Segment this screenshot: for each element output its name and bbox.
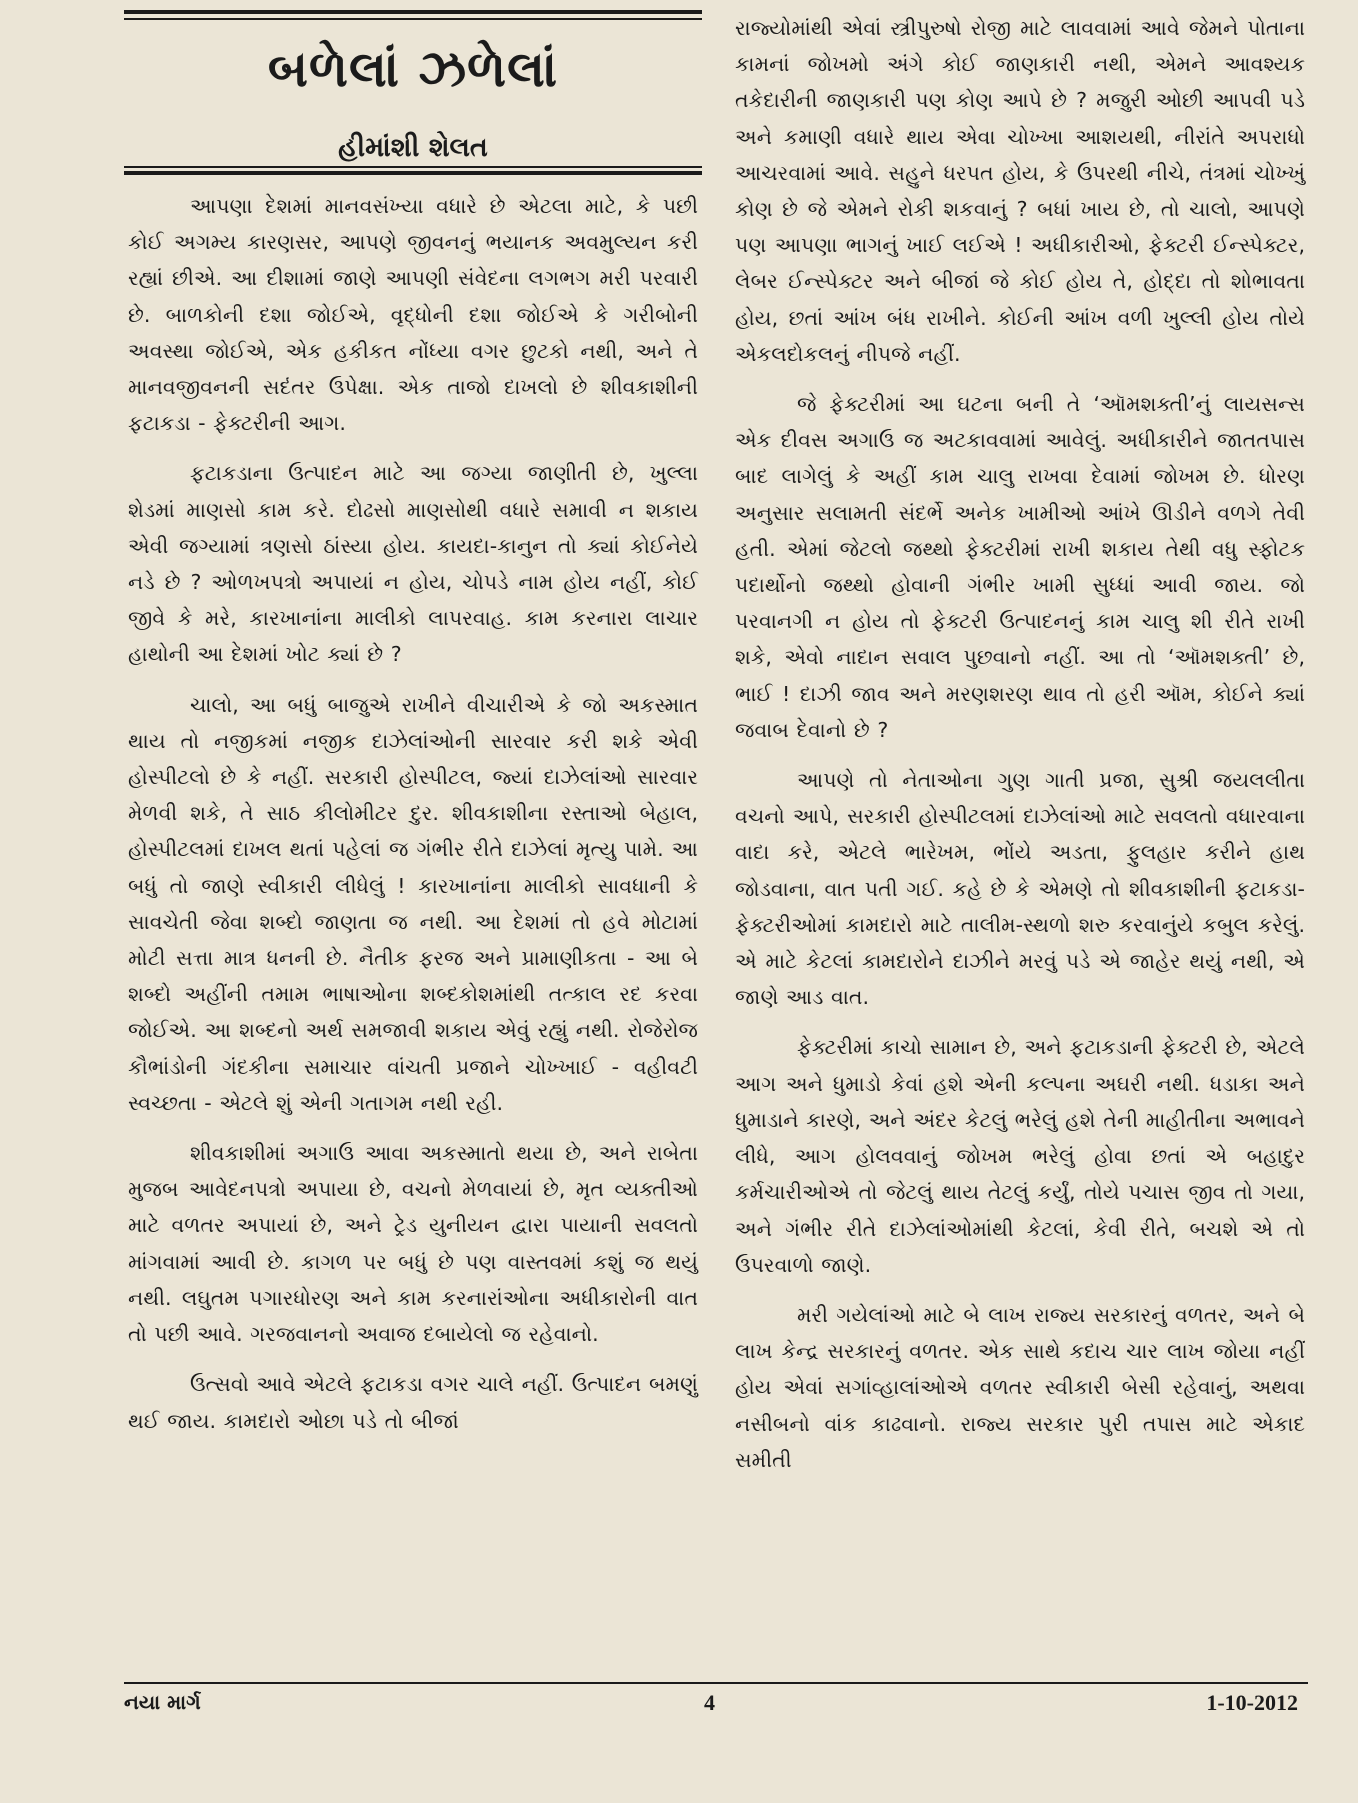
publication-name: નયા માર્ગ [124, 1690, 201, 1714]
header-bottom-rule-thin [124, 166, 702, 168]
paragraph: જે ફેક્ટરીમાં આ ઘટના બની તે ‘ઑમશક્તી’નું લાયસન્સ એક દીવસ અગાઉ જ અટકાવવામાં આવેલું. અધીકારીને જાતતપાસ બાદ લાગેલું કે અહીં કામ ચાલુ રાખવા દેવામાં જોખમ છે. ધોરણ અનુસાર સલામતી સંદર્ભે અનેક ખામીઓ આંખે ઊડીને વળગે તેવી હતી. એમાં જેટલો જથ્થો ફેક્ટરીમાં રાખી શકાય તેથી વધુ સ્ફોટક પદાર્થોનો જથ્થો હોવાની ગંભીર ખામી સુધ્ધાં આવી જાય. જો પરવાનગી ન હોય તો ફેક્ટરી ઉત્પાદનનું કામ ચાલુ શી રીતે રાખી શકે, એવો નાદાન સવાલ પુછવાનો નહીં. આ તો ‘ઑમશક્તી’ છે, ભાઈ ! દાઝી જાવ અને મરણશરણ થાવ તો હરી ઑમ, કોઈને ક્યાં જવાબ દેવાનો છે ? [735, 392, 1305, 742]
paragraph: ચાલો, આ બધું બાજુએ રાખીને વીચારીએ કે જો અકસ્માત થાય તો નજીકમાં નજીક દાઝેલાંઓની સારવાર કરી શકે એવી હોસ્પીટલો છે કે નહીં. સરકારી હોસ્પીટલ, જ્યાં દાઝેલાંઓ સારવાર મેળવી શકે, તે સાઠ કીલોમીટર દુર. શીવકાશીના રસ્તાઓ બેહાલ, હોસ્પીટલમાં દાખલ થતાં પહેલાં જ ગંભીર રીતે દાઝેલાં મૃત્યુ પામે. આ બધું તો જાણે સ્વીકારી લીધેલું ! કારખાનાંના માલીકો સાવધાની કે સાવચેતી જેવા શબ્દો જાણતા જ નથી. આ દેશમાં તો હવે મોટામાં મોટી સત્તા માત્ર ધનની છે. નૈતીક ફરજ અને પ્રામાણીકતા - આ બે શબ્દો અહીંની તમામ ભાષાઓના શબ્દકોશમાંથી તત્કાલ રદ કરવા જોઈએ. આ શબ્દનો અર્થ સમજાવી શકાય એવું રહ્યું નથી. રોજેરોજ કૌભાંડોની ગંદકીના સમાચાર વાંચતી પ્રજાને ચોખ્ખાઈ - વહીવટી સ્વચ્છતા - એટલે શું એની ગતાગમ નથી રહી. [128, 692, 698, 1115]
issue-date: 1-10-2012 [1206, 1690, 1298, 1715]
paragraph: ફેક્ટરીમાં કાચો સામાન છે, અને ફટાકડાની ફેક્ટરી છે, એટલે આગ અને ધુમાડો કેવાં હશે એની કલ્પના અઘરી નથી. ધડાકા અને ધુમાડાને કારણે, અને અંદર કેટલું ભરેલું હશે તેની માહીતીના અભાવને લીધે, આગ હોલવવાનું જોખમ ભરેલું હોવા છતાં એ બહાદુર કર્મચારીઓએ તો જેટલું થાય તેટલું કર્યું, તોયે પચાસ જીવ તો ગયા, અને ગંભીર રીતે દાઝેલાંઓમાંથી કેટલાં, કેવી રીતે, બચશે એ તો ઉપરવાળો જાણે. [735, 1035, 1305, 1277]
top-rule [124, 10, 702, 14]
article-header [126, 38, 700, 168]
article-author: હીમાંશી શેલત [338, 132, 488, 163]
header-bottom-rule [124, 171, 702, 175]
paragraph: ઉત્સવો આવે એટલે ફટાકડા વગર ચાલે નહીં. ઉત્પાદન બમણું થઈ જાય. કામદારો ઓછા પડે તો બીજાં [128, 1372, 698, 1433]
footer-rule [124, 1682, 1308, 1684]
paragraph: શીવકાશીમાં અગાઉ આવા અકસ્માતો થયા છે, અને રાબેતા મુજબ આવેદનપત્રો અપાયા છે, વચનો મેળવાયાં છે, મૃત વ્યક્તીઓ માટે વળતર અપાયાં છે, અને ટ્રેડ યુનીયન દ્વારા પાયાની સવલતો માંગવામાં આવી છે. કાગળ પર બધું છે પણ વાસ્તવમાં કશું જ થયું નથી. લઘુતમ પગારધોરણ અને કામ કરનારાંઓના અધીકારોની વાત તો પછી આવે. ગરજવાનનો અવાજ દબાયેલો જ રહેવાનો. [128, 1141, 698, 1347]
paragraph: આપણા દેશમાં માનવસંખ્યા વધારે છે એટલા માટે, કે પછી કોઈ અગમ્ય કારણસર, આપણે જીવનનું ભયાનક અવમુલ્યન કરી રહ્યાં છીએ. આ દીશામાં જાણે આપણી સંવેદના લગભગ મરી પરવારી છે. બાળકોની દશા જોઈએ, વૃદ્ધોની દશા જોઈએ કે ગરીબોની અવસ્થા જોઈએ, એક હકીકત નોંધ્યા વગર છુટકો નથી, અને તે માનવજીવનની સદંતર ઉપેક્ષા. એક તાજો દાખલો છે શીવકાશીની ફટાકડા - ફેક્ટરીની આગ. [128, 194, 698, 436]
paragraph: મરી ગયેલાંઓ માટે બે લાખ રાજ્ય સરકારનું વળતર, અને બે લાખ કેન્દ્ર સરકારનું વળતર. એક સાથે કદાચ ચાર લાખ જોયા નહીં હોય એવાં સગાંવ્હાલાંઓએ વળતર સ્વીકારી બેસી રહેવાનું, અથવા નસીબનો વાંક કાઢવાનો. રાજ્ય સરકાર પુરી તપાસ માટે એકાદ સમીતી [735, 1302, 1305, 1472]
left-column [128, 188, 698, 1453]
page-number: 4 [704, 1690, 715, 1715]
paragraph: રાજ્યોમાંથી એવાં સ્ત્રીપુરુષો રોજી માટે લાવવામાં આવે જેમને પોતાના કામનાં જોખમો અંગે કોઈ જાણકારી નથી, એમને આવશ્યક તકેદારીની જાણકારી પણ કોણ આપે છે ? મજુરી ઓછી આપવી પડે અને કમાણી વધારે થાય એવા ચોખ્ખા આશયથી, નીરાંતે અપરાધો આચરવામાં આવે. સહુને ધરપત હોય, કે ઉપરથી નીચે, તંત્રમાં ચોખ્ખું કોણ છે જે એમને રોકી શકવાનું ? બધાં ખાય છે, તો ચાલો, આપણે પણ આપણા ભાગનું ખાઈ લઈએ ! અધીકારીઓ, ફેક્ટરી ઈન્સ્પેક્ટર, લેબર ઈન્સ્પેક્ટર અને બીજાં જે કોઈ હોય તે, હોદ્દા તો શોભાવતા હોય, છતાં આંખ બંધ રાખીને. કોઈની આંખ વળી ખુલ્લી હોય તોયે એકલદોકલનું નીપજે નહીં. [735, 16, 1305, 366]
right-column [735, 10, 1305, 1492]
paragraph: આપણે તો નેતાઓના ગુણ ગાતી પ્રજા, સુશ્રી જયલલીતા વચનો આપે, સરકારી હોસ્પીટલમાં દાઝેલાંઓ માટે સવલતો વધારવાના વાદા કરે, એટલે ભારેખમ, ભોંયે અડતા, ફુલહાર કરીને હાથ જોડવાના, વાત પતી ગઈ. કહે છે કે એમણે તો શીવકાશીની ફટાકડા- ફેક્ટરીઓમાં કામદારો માટે તાલીમ-સ્થળો શરુ કરવાનુંયે કબુલ કરેલું. એ માટે કેટલાં કામદારોને દાઝીને મરવું પડે એ જાહેર થયું નથી, એ જાણે આડ વાત. [735, 768, 1305, 1010]
paragraph: ફટાકડાના ઉત્પાદન માટે આ જગ્યા જાણીતી છે, ખુલ્લા શેડમાં માણસો કામ કરે. દોઢસો માણસોથી વધારે સમાવી ન શકાય એવી જગ્યામાં ત્રણસો ઠાંસ્યા હોય. કાયદા-કાનુન તો ક્યાં કોઈનેયે નડે છે ? ઓળખપત્રો અપાયાં ન હોય, ચોપડે નામ હોય નહીં, કોઈ જીવે કે મરે, કારખાનાંના માલીકો લાપરવાહ. કામ કરનારા લાચાર હાથોની આ દેશમાં ખોટ ક્યાં છે ? [128, 461, 698, 667]
article-title: બળેલાં ઝળેલાં [267, 40, 559, 98]
page-footer [124, 1690, 1308, 1720]
top-rule-thin [124, 18, 702, 20]
